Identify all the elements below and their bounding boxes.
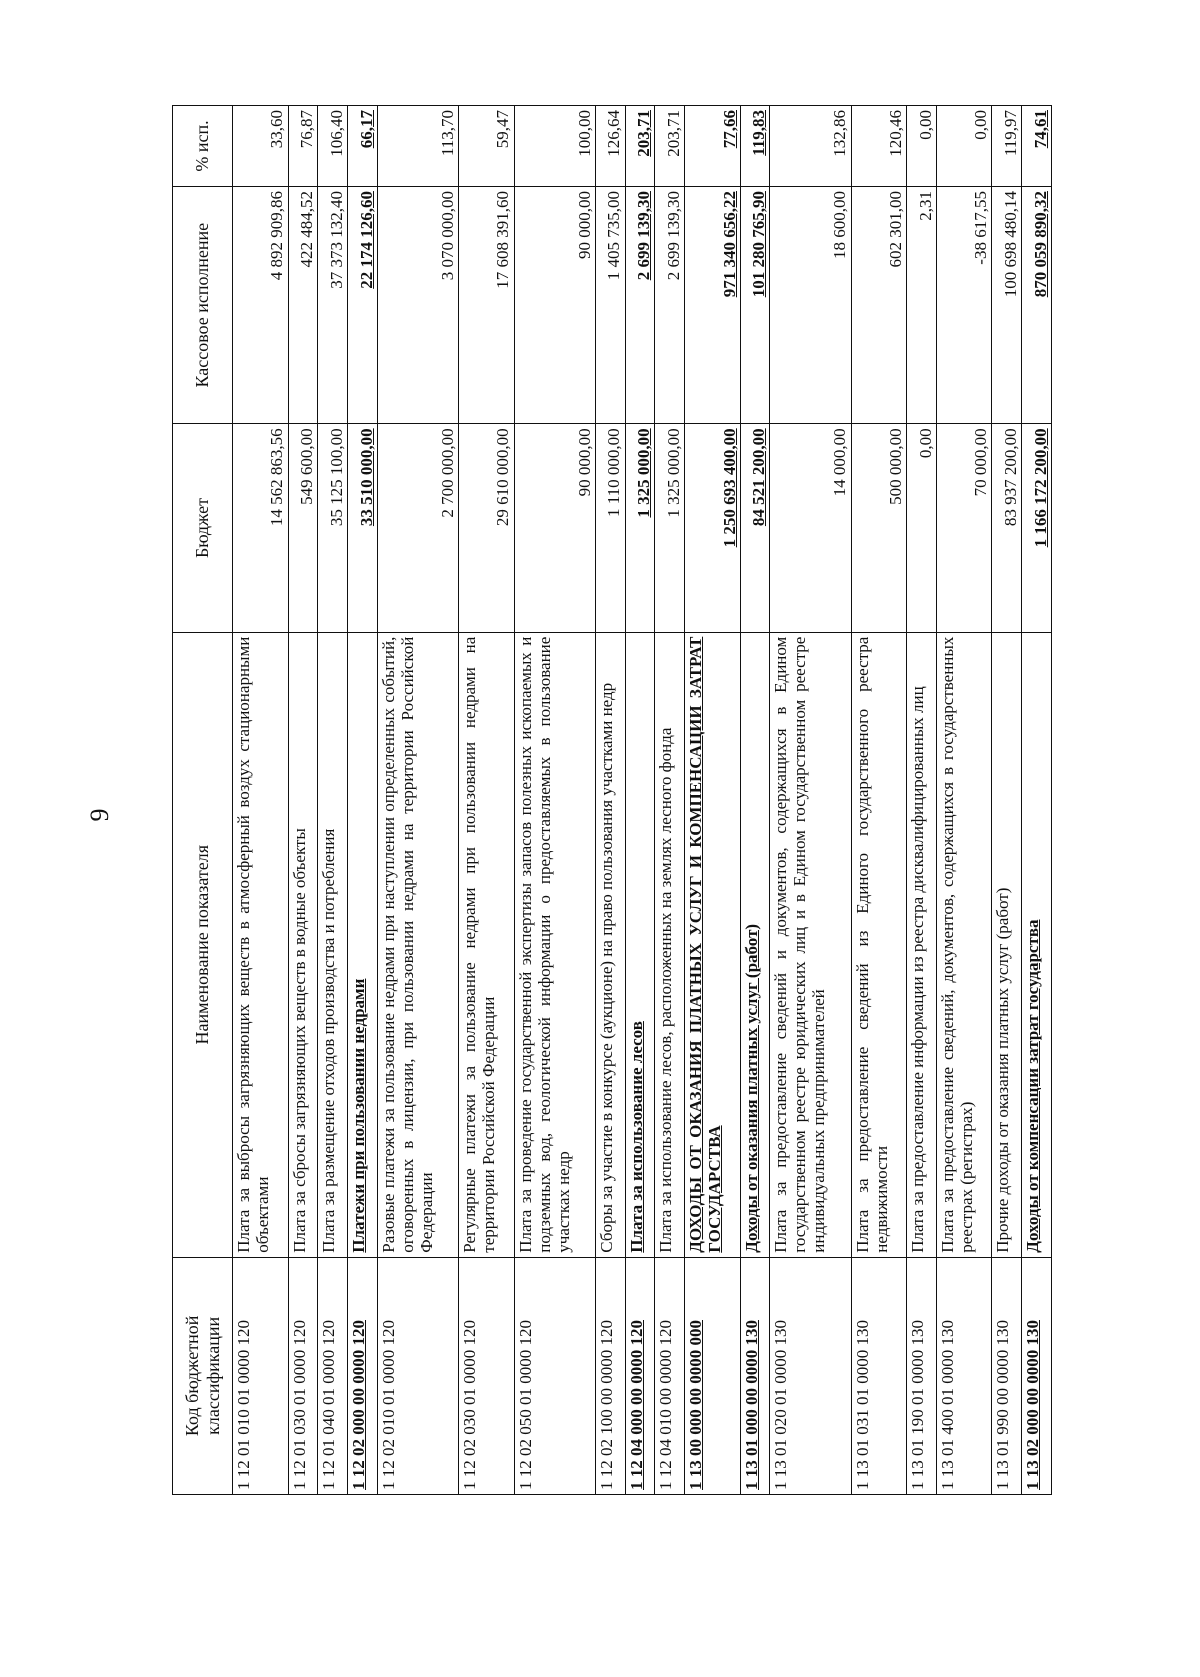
cell-budget: 14 562 863,56 — [233, 424, 289, 632]
cell-name: Регулярные платежи за пользование недрами при пользовании недрами на территории Российской Федерации — [459, 632, 515, 1257]
cell-execution: 4 892 909,86 — [233, 187, 289, 424]
table-row — [348, 106, 378, 1495]
cell-execution: 37 373 132,40 — [318, 187, 348, 424]
cell-percent: 126,64 — [595, 106, 625, 187]
table-row — [655, 106, 685, 1495]
cell-budget: 29 610 000,00 — [459, 424, 515, 632]
table-row — [685, 106, 741, 1495]
cell-execution: 17 608 391,60 — [459, 187, 515, 424]
cell-name: Разовые платежи за пользование недрами при наступлении определенных событий, оговоренных в лицензии, при пользовании недрами на территории Российской Федерации — [377, 632, 458, 1257]
table-row — [459, 106, 515, 1495]
table-row — [936, 106, 992, 1495]
cell-execution: 1 405 735,00 — [595, 187, 625, 424]
cell-execution: 2 699 139,30 — [655, 187, 685, 424]
cell-budget: 0,00 — [907, 424, 937, 632]
cell-execution: -38 617,55 — [936, 187, 992, 424]
cell-execution: 18 600,00 — [770, 187, 851, 424]
table-body — [233, 106, 1052, 1495]
cell-percent: 74,61 — [1022, 106, 1052, 187]
header-code: Код бюджетной классификации — [173, 1257, 233, 1494]
cell-code: 1 13 01 031 01 0000 130 — [851, 1257, 907, 1494]
cell-code: 1 13 01 990 00 0000 130 — [992, 1257, 1022, 1494]
cell-name: Плата за выбросы загрязняющих веществ в атмосферный воздух стационарными объектами — [233, 632, 289, 1257]
header-percent: % исп. — [173, 106, 233, 187]
cell-percent: 119,83 — [740, 106, 770, 187]
cell-budget: 1 110 000,00 — [595, 424, 625, 632]
cell-code: 1 13 01 400 01 0000 130 — [936, 1257, 992, 1494]
cell-execution: 870 059 890,32 — [1022, 187, 1052, 424]
cell-budget: 1 325 000,00 — [655, 424, 685, 632]
cell-percent: 66,17 — [348, 106, 378, 187]
cell-percent: 33,60 — [233, 106, 289, 187]
cell-name: Платежи при пользовании недрами — [348, 632, 378, 1257]
cell-budget: 84 521 200,00 — [740, 424, 770, 632]
cell-percent: 203,71 — [625, 106, 655, 187]
cell-code: 1 13 01 020 01 0000 130 — [770, 1257, 851, 1494]
cell-code: 1 12 04 000 00 0000 120 — [625, 1257, 655, 1494]
cell-budget: 549 600,00 — [288, 424, 318, 632]
cell-percent: 100,00 — [514, 106, 595, 187]
cell-percent: 119,97 — [992, 106, 1022, 187]
cell-code: 1 13 00 000 00 0000 000 — [685, 1257, 741, 1494]
cell-percent: 0,00 — [936, 106, 992, 187]
cell-execution: 422 484,52 — [288, 187, 318, 424]
table-header-row — [173, 106, 233, 1495]
cell-execution: 602 301,00 — [851, 187, 907, 424]
cell-name: Доходы от оказания платных услуг (работ) — [740, 632, 770, 1257]
cell-execution: 90 000,00 — [514, 187, 595, 424]
table-row — [595, 106, 625, 1495]
cell-code: 1 12 01 030 01 0000 120 — [288, 1257, 318, 1494]
cell-code: 1 12 01 040 01 0000 120 — [318, 1257, 348, 1494]
table-row — [740, 106, 770, 1495]
cell-name: Плата за предоставление сведений и документов, содержащихся в Едином государственном реестре юридических лиц и в Едином государственном реестре индивидуальных предпринимателей — [770, 632, 851, 1257]
cell-percent: 120,46 — [851, 106, 907, 187]
table-row — [233, 106, 289, 1495]
table-row — [514, 106, 595, 1495]
cell-name: Плата за предоставление информации из реестра дисквалифицированных лиц — [907, 632, 937, 1257]
cell-name: Плата за использование лесов — [625, 632, 655, 1257]
cell-percent: 77,66 — [685, 106, 741, 187]
cell-execution: 101 280 765,90 — [740, 187, 770, 424]
cell-name: Плата за предоставление сведений, документов, содержащихся в государственных реестрах (регистрах) — [936, 632, 992, 1257]
table-row — [851, 106, 907, 1495]
cell-percent: 132,86 — [770, 106, 851, 187]
cell-code: 1 12 02 030 01 0000 120 — [459, 1257, 515, 1494]
cell-code: 1 13 01 190 01 0000 130 — [907, 1257, 937, 1494]
cell-name: Плата за использование лесов, расположенных на землях лесного фонда — [655, 632, 685, 1257]
header-name: Наименование показателя — [173, 632, 233, 1257]
cell-code: 1 12 04 010 00 0000 120 — [655, 1257, 685, 1494]
table-row — [377, 106, 458, 1495]
cell-code: 1 12 02 000 00 0000 120 — [348, 1257, 378, 1494]
cell-percent: 59,47 — [459, 106, 515, 187]
cell-code: 1 12 02 010 01 0000 120 — [377, 1257, 458, 1494]
cell-budget: 1 166 172 200,00 — [1022, 424, 1052, 632]
cell-budget: 1 325 000,00 — [625, 424, 655, 632]
cell-name: ДОХОДЫ ОТ ОКАЗАНИЯ ПЛАТНЫХ УСЛУГ И КОМПЕНСАЦИИ ЗАТРАТ ГОСУДАРСТВА — [685, 632, 741, 1257]
table-row — [1022, 106, 1052, 1495]
cell-code: 1 12 01 010 01 0000 120 — [233, 1257, 289, 1494]
cell-name: Плата за проведение государственной экспертизы запасов полезных ископаемых и подземных вод, геологической информации о предоставляемых в пользование участках недр — [514, 632, 595, 1257]
cell-name: Плата за размещение отходов производства и потребления — [318, 632, 348, 1257]
cell-budget: 35 125 100,00 — [318, 424, 348, 632]
cell-name: Прочие доходы от оказания платных услуг (работ) — [992, 632, 1022, 1257]
cell-code: 1 12 02 100 00 0000 120 — [595, 1257, 625, 1494]
header-execution: Кассовое исполнение — [173, 187, 233, 424]
cell-budget: 70 000,00 — [936, 424, 992, 632]
page-number: 9 — [85, 808, 114, 822]
cell-percent: 203,71 — [655, 106, 685, 187]
cell-percent: 0,00 — [907, 106, 937, 187]
cell-name: Плата за предоставление сведений из Единого государственного реестра недвижимости — [851, 632, 907, 1257]
header-budget: Бюджет — [173, 424, 233, 632]
cell-percent: 113,70 — [377, 106, 458, 187]
cell-name: Сборы за участие в конкурсе (аукционе) на право пользования участками недр — [595, 632, 625, 1257]
cell-execution: 2,31 — [907, 187, 937, 424]
cell-execution: 2 699 139,30 — [625, 187, 655, 424]
cell-name: Плата за сбросы загрязняющих веществ в водные объекты — [288, 632, 318, 1257]
cell-code: 1 13 02 000 00 0000 130 — [1022, 1257, 1052, 1494]
cell-percent: 76,87 — [288, 106, 318, 187]
cell-budget: 14 000,00 — [770, 424, 851, 632]
cell-execution: 100 698 480,14 — [992, 187, 1022, 424]
table-row — [992, 106, 1022, 1495]
cell-name: Доходы от компенсации затрат государства — [1022, 632, 1052, 1257]
cell-budget: 90 000,00 — [514, 424, 595, 632]
cell-code: 1 13 01 000 00 0000 130 — [740, 1257, 770, 1494]
table-row — [907, 106, 937, 1495]
cell-budget: 2 700 000,00 — [377, 424, 458, 632]
table-row — [625, 106, 655, 1495]
budget-execution-table — [172, 105, 1052, 1495]
cell-budget: 83 937 200,00 — [992, 424, 1022, 632]
cell-code: 1 12 02 050 01 0000 120 — [514, 1257, 595, 1494]
cell-budget: 500 000,00 — [851, 424, 907, 632]
cell-budget: 33 510 000,00 — [348, 424, 378, 632]
cell-budget: 1 250 693 400,00 — [685, 424, 741, 632]
rotated-table-container — [172, 105, 1052, 1495]
table-row — [318, 106, 348, 1495]
cell-execution: 971 340 656,22 — [685, 187, 741, 424]
cell-percent: 106,40 — [318, 106, 348, 187]
cell-execution: 3 070 000,00 — [377, 187, 458, 424]
table-row — [288, 106, 318, 1495]
cell-execution: 22 174 126,60 — [348, 187, 378, 424]
table-row — [770, 106, 851, 1495]
